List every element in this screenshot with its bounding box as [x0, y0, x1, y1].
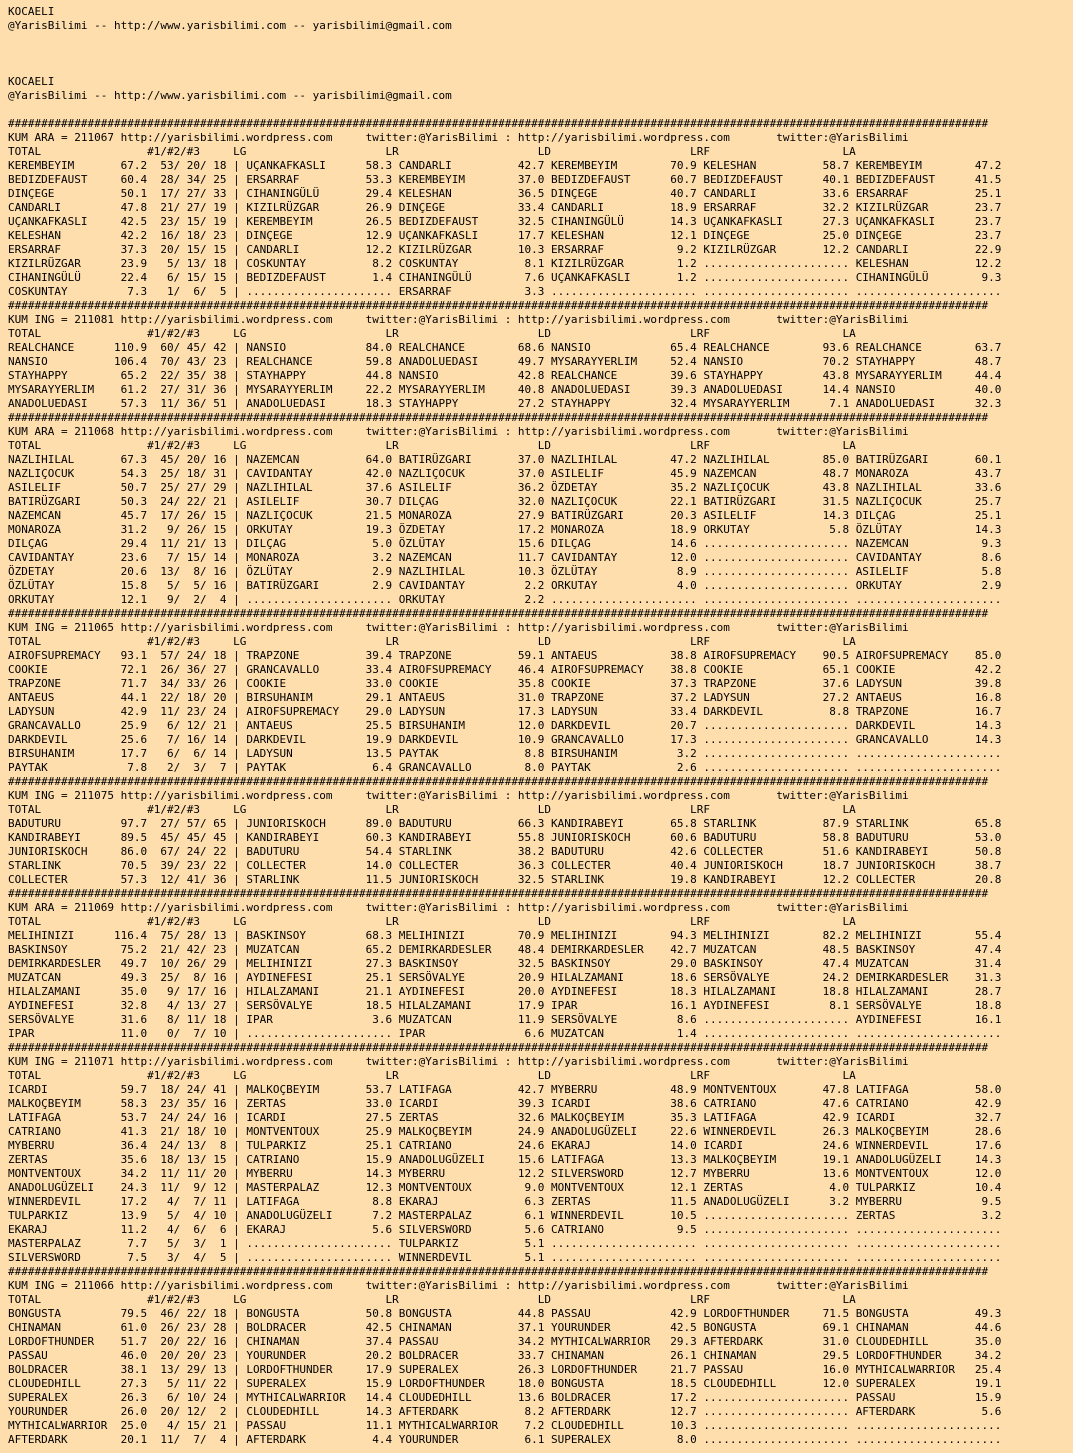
- report-line: MYBERRU 36.4 24/ 13/ 8 | TULPARKIZ 25.1 CATRIANO 24.6 EKARAJ 14.0 ICARDI 24.6 WINNERDEVIL 17.6: [8, 1139, 1002, 1152]
- section-divider: ####################################################################################################################################################: [8, 775, 989, 788]
- report-line: MUZATCAN 49.3 25/ 8/ 16 | AYDINEFESI 25.1 SERSÖVALYE 20.9 HILALZAMANI 18.6 SERSÖVALYE 24.2 DEMIRKARDESLER 31.3: [8, 971, 1002, 984]
- report-line: DILÇAG 29.4 11/ 21/ 13 | DILÇAG 5.0 ÖZLÜTAY 15.6 DILÇAG 14.6 ...................... NAZEMCAN 9.3: [8, 537, 1002, 550]
- column-header-line: TOTAL #1/#2/#3 LG LR LD LRF LA: [8, 803, 856, 816]
- section-divider: ####################################################################################################################################################: [8, 1265, 989, 1278]
- report-line: LADYSUN 42.9 11/ 23/ 24 | AIROFSUPREMACY 29.0 LADYSUN 17.3 LADYSUN 33.4 DARKDEVIL 8.8 TRAPZONE 16.7: [8, 705, 1002, 718]
- report-line: CHINAMAN 61.0 26/ 23/ 28 | BOLDRACER 42.5 CHINAMAN 37.1 YOURUNDER 42.5 BONGUSTA 69.1 CHINAMAN 44.6: [8, 1321, 1002, 1334]
- report-line: MALKOÇBEYIM 58.3 23/ 35/ 16 | ZERTAS 33.0 ICARDI 39.3 ICARDI 38.6 CATRIANO 47.6 CATRIANO 42.9: [8, 1097, 1002, 1110]
- report-line: CIHANINGÜLÜ 22.4 6/ 15/ 15 | BEDIZDEFAUST 1.4 CIHANINGÜLÜ 7.6 UÇANKAFKASLI 1.2 ...................... CIHANINGÜLÜ 9.3: [8, 271, 1002, 284]
- page-header-line: KOCAELI: [8, 5, 55, 18]
- report-line: DEMIRKARDESLER 49.7 10/ 26/ 29 | MELIHINIZI 27.3 BASKINSOY 32.5 BASKINSOY 29.0 BASKINSOY 47.4 MUZATCAN 31.4: [8, 957, 1002, 970]
- report-line: BOLDRACER 38.1 13/ 29/ 13 | LORDOFTHUNDER 17.9 SUPERALEX 26.3 LORDOFTHUNDER 21.7 PASSAU 16.0 MYTHICALWARRIOR 25.4: [8, 1363, 1002, 1376]
- report-line: AFTERDARK 20.1 11/ 7/ 4 | AFTERDARK 4.4 YOURUNDER 6.1 SUPERALEX 8.0 ...................... ......................: [8, 1433, 1002, 1446]
- race-header-line: KUM ARA = 211068 http://yarisbilimi.wordpress.com twitter:@YarisBilimi : http://yarisbilimi.wordpress.com twitter:@YarisBilimi: [8, 425, 909, 438]
- report-line: LATIFAGA 53.7 24/ 24/ 16 | ICARDI 27.5 ZERTAS 32.6 MALKOÇBEYIM 35.3 LATIFAGA 42.9 ICARDI 32.7: [8, 1111, 1002, 1124]
- blank-line: [8, 61, 1073, 75]
- report-line: MONAROZA 31.2 9/ 26/ 15 | ORKUTAY 19.3 ÖZDETAY 17.2 MONAROZA 18.9 ORKUTAY 5.8 ÖZLÜTAY 14.3: [8, 523, 1002, 536]
- report-line: CANDARLI 47.8 21/ 27/ 19 | KIZILRÜZGAR 26.9 DINÇEGE 33.4 CANDARLI 18.9 ERSARRAF 32.2 KIZILRÜZGAR 23.7: [8, 201, 1002, 214]
- report-line: KEREMBEYIM 67.2 53/ 20/ 18 | UÇANKAFKASLI 58.3 CANDARLI 42.7 KEREMBEYIM 70.9 KELESHAN 58.7 KEREMBEYIM 47.2: [8, 159, 1002, 172]
- report-line: SILVERSWORD 7.5 3/ 4/ 5 | ...................... WINNERDEVIL 5.1 ...................... ...................... ......................: [8, 1251, 1002, 1264]
- race-header-line: KUM ARA = 211067 http://yarisbilimi.wordpress.com twitter:@YarisBilimi : http://yarisbilimi.wordpress.com twitter:@YarisBilimi: [8, 131, 909, 144]
- report-line: IPAR 11.0 0/ 7/ 10 | ...................... IPAR 6.6 MUZATCAN 1.4 ...................... ......................: [8, 1027, 1002, 1040]
- report-line: ÖZLÜTAY 15.8 5/ 5/ 16 | BATIRÜZGARI 2.9 CAVIDANTAY 2.2 ORKUTAY 4.0 ...................... ORKUTAY 2.9: [8, 579, 1002, 592]
- report-line: MYTHICALWARRIOR 25.0 4/ 15/ 21 | PASSAU 11.1 MYTHICALWARRIOR 7.2 CLOUDEDHILL 10.3 ...................... ......................: [8, 1419, 1002, 1432]
- report-line: AYDINEFESI 32.8 4/ 13/ 27 | SERSÖVALYE 18.5 HILALZAMANI 17.9 IPAR 16.1 AYDINEFESI 8.1 SERSÖVALYE 18.8: [8, 999, 1002, 1012]
- report-line: NAZLIÇOCUK 54.3 25/ 18/ 31 | CAVIDANTAY 42.0 NAZLIÇOCUK 37.0 ASILELIF 45.9 NAZEMCAN 48.7 MONAROZA 43.7: [8, 467, 1002, 480]
- report-line: TULPARKIZ 13.9 5/ 4/ 10 | ANADOLUGÜZELI 7.2 MASTERPALAZ 6.1 WINNERDEVIL 10.5 ...................... ZERTAS 3.2: [8, 1209, 1002, 1222]
- report-line: MONTVENTOUX 34.2 11/ 11/ 20 | MYBERRU 14.3 MYBERRU 12.2 SILVERSWORD 12.7 MYBERRU 13.6 MONTVENTOUX 12.0: [8, 1167, 1002, 1180]
- section-divider: ####################################################################################################################################################: [8, 411, 989, 424]
- column-header-line: TOTAL #1/#2/#3 LG LR LD LRF LA: [8, 327, 856, 340]
- report-line: GRANCAVALLO 25.9 6/ 12/ 21 | ANTAEUS 25.5 BIRSUHANIM 12.0 DARKDEVIL 20.7 ...................... DARKDEVIL 14.3: [8, 719, 1002, 732]
- report-line: PASSAU 46.0 20/ 20/ 23 | YOURUNDER 20.2 BOLDRACER 33.7 CHINAMAN 26.1 CHINAMAN 29.5 LORDOFTHUNDER 34.2: [8, 1349, 1002, 1362]
- report-line: BIRSUHANIM 17.7 6/ 6/ 14 | LADYSUN 13.5 PAYTAK 8.8 BIRSUHANIM 3.2 ...................... ......................: [8, 747, 1002, 760]
- report-line: COSKUNTAY 7.3 1/ 6/ 5 | ...................... ERSARRAF 3.3 ...................... ...................... ......................: [8, 285, 1002, 298]
- race-header-line: KUM ARA = 211069 http://yarisbilimi.wordpress.com twitter:@YarisBilimi : http://yarisbilimi.wordpress.com twitter:@YarisBilimi: [8, 901, 909, 914]
- report-line: AIROFSUPREMACY 93.1 57/ 24/ 18 | TRAPZONE 39.4 TRAPZONE 59.1 ANTAEUS 38.8 AIROFSUPREMACY 90.5 AIROFSUPREMACY 85.0: [8, 649, 1002, 662]
- report-line: ZERTAS 35.6 18/ 13/ 15 | CATRIANO 15.9 ANADOLUGÜZELI 15.6 LATIFAGA 13.3 MALKOÇBEYIM 19.1 ANADOLUGÜZELI 14.3: [8, 1153, 1002, 1166]
- report-line: STAYHAPPY 65.2 22/ 35/ 38 | STAYHAPPY 44.8 NANSIO 42.8 REALCHANCE 39.6 STAYHAPPY 43.8 MYSARAYYERLIM 44.4: [8, 369, 1002, 382]
- report-line: NAZEMCAN 45.7 17/ 26/ 15 | NAZLIÇOCUK 21.5 MONAROZA 27.9 BATIRÜZGARI 20.3 ASILELIF 14.3 DILÇAG 25.1: [8, 509, 1002, 522]
- report-line: ANTAEUS 44.1 22/ 18/ 20 | BIRSUHANIM 29.1 ANTAEUS 31.0 TRAPZONE 37.2 LADYSUN 27.2 ANTAEUS 16.8: [8, 691, 1002, 704]
- report-line: KANDIRABEYI 89.5 45/ 45/ 45 | KANDIRABEYI 60.3 KANDIRABEYI 55.8 JUNIORISKOCH 60.6 BADUTURU 58.8 BADUTURU 53.0: [8, 831, 1002, 844]
- report-line: TRAPZONE 71.7 34/ 33/ 26 | COOKIE 33.0 COOKIE 35.8 COOKIE 37.3 TRAPZONE 37.6 LADYSUN 39.8: [8, 677, 1002, 690]
- page-header-line: @YarisBilimi -- http://www.yarisbilimi.com -- yarisbilimi@gmail.com: [8, 89, 452, 102]
- report-line: ANADOLUGÜZELI 24.3 11/ 9/ 12 | MASTERPALAZ 12.3 MONTVENTOUX 9.0 MONTVENTOUX 12.1 ZERTAS 4.0 TULPARKIZ 10.4: [8, 1181, 1002, 1194]
- blank-line: [8, 103, 1073, 117]
- report-line: KELESHAN 42.2 16/ 18/ 23 | DINÇEGE 12.9 UÇANKAFKASLI 17.7 KELESHAN 12.1 DINÇEGE 25.0 DINÇEGE 23.7: [8, 229, 1002, 242]
- column-header-line: TOTAL #1/#2/#3 LG LR LD LRF LA: [8, 1069, 856, 1082]
- section-divider: ####################################################################################################################################################: [8, 607, 989, 620]
- blank-line: [8, 33, 1073, 47]
- report-line: BEDIZDEFAUST 60.4 28/ 34/ 25 | ERSARRAF 53.3 KEREMBEYIM 37.0 BEDIZDEFAUST 60.7 BEDIZDEFAUST 40.1 BEDIZDEFAUST 41.5: [8, 173, 1002, 186]
- page-header-line: @YarisBilimi -- http://www.yarisbilimi.com -- yarisbilimi@gmail.com: [8, 19, 452, 32]
- report-line: MYSARAYYERLIM 61.2 27/ 31/ 36 | MYSARAYYERLIM 22.2 MYSARAYYERLIM 40.8 ANADOLUEDASI 39.3 ANADOLUEDASI 14.4 NANSIO 40.0: [8, 383, 1002, 396]
- race-header-line: KUM ING = 211071 http://yarisbilimi.wordpress.com twitter:@YarisBilimi : http://yarisbilimi.wordpress.com twitter:@YarisBilimi: [8, 1055, 909, 1068]
- column-header-line: TOTAL #1/#2/#3 LG LR LD LRF LA: [8, 915, 856, 928]
- page-header-line: KOCAELI: [8, 75, 55, 88]
- column-header-line: TOTAL #1/#2/#3 LG LR LD LRF LA: [8, 145, 856, 158]
- report-line: SERSÖVALYE 31.6 8/ 11/ 18 | IPAR 3.6 MUZATCAN 11.9 SERSÖVALYE 8.6 ...................... AYDINEFESI 16.1: [8, 1013, 1002, 1026]
- column-header-line: TOTAL #1/#2/#3 LG LR LD LRF LA: [8, 439, 856, 452]
- report-line: YOURUNDER 26.0 20/ 12/ 2 | CLOUDEDHILL 14.3 AFTERDARK 8.2 AFTERDARK 12.7 ...................... AFTERDARK 5.6: [8, 1405, 1002, 1418]
- report-line: STARLINK 70.5 39/ 23/ 22 | COLLECTER 14.0 COLLECTER 36.3 COLLECTER 40.4 JUNIORISKOCH 18.7 JUNIORISKOCH 38.7: [8, 859, 1002, 872]
- report-line: BONGUSTA 79.5 46/ 22/ 18 | BONGUSTA 50.8 BONGUSTA 44.8 PASSAU 42.9 LORDOFTHUNDER 71.5 BONGUSTA 49.3: [8, 1307, 1002, 1320]
- report-line: ASILELIF 50.7 25/ 27/ 29 | NAZLIHILAL 37.6 ASILELIF 36.2 ÖZDETAY 35.2 NAZLIÇOCUK 43.8 NAZLIHILAL 33.6: [8, 481, 1002, 494]
- column-header-line: TOTAL #1/#2/#3 LG LR LD LRF LA: [8, 1293, 856, 1306]
- report-line: BATIRÜZGARI 50.3 24/ 22/ 21 | ASILELIF 30.7 DILÇAG 32.0 NAZLIÇOCUK 22.1 BATIRÜZGARI 31.5 NAZLIÇOCUK 25.7: [8, 495, 1002, 508]
- section-divider: ####################################################################################################################################################: [8, 299, 989, 312]
- report-line: CLOUDEDHILL 27.3 5/ 11/ 22 | SUPERALEX 15.9 LORDOFTHUNDER 18.0 BONGUSTA 18.5 CLOUDEDHILL 12.0 SUPERALEX 19.1: [8, 1377, 1002, 1390]
- race-header-line: KUM ING = 211075 http://yarisbilimi.wordpress.com twitter:@YarisBilimi : http://yarisbilimi.wordpress.com twitter:@YarisBilimi: [8, 789, 909, 802]
- report-line: PAYTAK 7.8 2/ 3/ 7 | PAYTAK 6.4 GRANCAVALLO 8.0 PAYTAK 2.6 ...................... ......................: [8, 761, 1002, 774]
- column-header-line: TOTAL #1/#2/#3 LG LR LD LRF LA: [8, 635, 856, 648]
- race-header-line: KUM ING = 211066 http://yarisbilimi.wordpress.com twitter:@YarisBilimi : http://yarisbilimi.wordpress.com twitter:@YarisBilimi: [8, 1279, 909, 1292]
- section-divider: ####################################################################################################################################################: [8, 887, 989, 900]
- race-header-line: KUM ING = 211081 http://yarisbilimi.wordpress.com twitter:@YarisBilimi : http://yarisbilimi.wordpress.com twitter:@YarisBilimi: [8, 313, 909, 326]
- report-line: UÇANKAFKASLI 42.5 23/ 15/ 19 | KEREMBEYIM 26.5 BEDIZDEFAUST 32.5 CIHANINGÜLÜ 14.3 UÇANKAFKASLI 27.3 UÇANKAFKASLI 23.7: [8, 215, 1002, 228]
- report-line: HILALZAMANI 35.0 9/ 17/ 16 | HILALZAMANI 21.1 AYDINEFESI 20.0 AYDINEFESI 18.3 HILALZAMANI 18.8 HILALZAMANI 28.7: [8, 985, 1002, 998]
- report-line: ICARDI 59.7 18/ 24/ 41 | MALKOÇBEYIM 53.7 LATIFAGA 42.7 MYBERRU 48.9 MONTVENTOUX 47.8 LATIFAGA 58.0: [8, 1083, 1002, 1096]
- race-header-line: KUM ING = 211065 http://yarisbilimi.wordpress.com twitter:@YarisBilimi : http://yarisbilimi.wordpress.com twitter:@YarisBilimi: [8, 621, 909, 634]
- report-line: ÖZDETAY 20.6 13/ 8/ 16 | ÖZLÜTAY 2.9 NAZLIHILAL 10.3 ÖZLÜTAY 8.9 ...................... ASILELIF 5.8: [8, 565, 1002, 578]
- report-line: ANADOLUEDASI 57.3 11/ 36/ 51 | ANADOLUEDASI 18.3 STAYHAPPY 27.2 STAYHAPPY 32.4 MYSARAYYERLIM 7.1 ANADOLUEDASI 32.3: [8, 397, 1002, 410]
- report-line: CATRIANO 41.3 21/ 18/ 10 | MONTVENTOUX 25.9 MALKOÇBEYIM 24.9 ANADOLUGÜZELI 22.6 WINNERDEVIL 26.3 MALKOÇBEYIM 28.6: [8, 1125, 1002, 1138]
- report-line: DARKDEVIL 25.6 7/ 16/ 14 | DARKDEVIL 19.9 DARKDEVIL 10.9 GRANCAVALLO 17.3 ...................... GRANCAVALLO 14.3: [8, 733, 1002, 746]
- report-line: JUNIORISKOCH 86.0 67/ 24/ 22 | BADUTURU 54.4 STARLINK 38.2 BADUTURU 42.6 COLLECTER 51.6 KANDIRABEYI 50.8: [8, 845, 1002, 858]
- report-line: KIZILRÜZGAR 23.9 5/ 13/ 18 | COSKUNTAY 8.2 COSKUNTAY 8.1 KIZILRÜZGAR 1.2 ...................... KELESHAN 12.2: [8, 257, 1002, 270]
- report-line: WINNERDEVIL 17.2 4/ 7/ 11 | LATIFAGA 8.8 EKARAJ 6.3 ZERTAS 11.5 ANADOLUGÜZELI 3.2 MYBERRU 9.5: [8, 1195, 1002, 1208]
- report-line: SUPERALEX 26.3 6/ 10/ 24 | MYTHICALWARRIOR 14.4 CLOUDEDHILL 13.6 BOLDRACER 17.2 ...................... PASSAU 15.9: [8, 1391, 1002, 1404]
- report-line: NANSIO 106.4 70/ 43/ 23 | REALCHANCE 59.8 ANADOLUEDASI 49.7 MYSARAYYERLIM 52.4 NANSIO 70.2 STAYHAPPY 48.7: [8, 355, 1002, 368]
- report-line: EKARAJ 11.2 4/ 6/ 6 | EKARAJ 5.6 SILVERSWORD 5.6 CATRIANO 9.5 ...................... ......................: [8, 1223, 1002, 1236]
- report-line: DINÇEGE 50.1 17/ 27/ 33 | CIHANINGÜLÜ 29.4 KELESHAN 36.5 DINÇEGE 40.7 CANDARLI 33.6 ERSARRAF 25.1: [8, 187, 1002, 200]
- report-line: MASTERPALAZ 7.7 5/ 3/ 1 | ...................... TULPARKIZ 5.1 ...................... ...................... ......................: [8, 1237, 1002, 1250]
- report-line: COLLECTER 57.3 12/ 41/ 36 | STARLINK 11.5 JUNIORISKOCH 32.5 STARLINK 19.8 KANDIRABEYI 12.2 COLLECTER 20.8: [8, 873, 1002, 886]
- report-line: BADUTURU 97.7 27/ 57/ 65 | JUNIORISKOCH 89.0 BADUTURU 66.3 KANDIRABEYI 65.8 STARLINK 87.9 STARLINK 65.8: [8, 817, 1002, 830]
- section-divider: ####################################################################################################################################################: [8, 1041, 989, 1054]
- report-line: ORKUTAY 12.1 9/ 2/ 4 | ...................... ORKUTAY 2.2 ...................... ...................... ......................: [8, 593, 1002, 606]
- report-line: BASKINSOY 75.2 21/ 42/ 23 | MUZATCAN 65.2 DEMIRKARDESLER 48.4 DEMIRKARDESLER 42.7 MUZATCAN 48.5 BASKINSOY 47.4: [8, 943, 1002, 956]
- section-divider: ####################################################################################################################################################: [8, 117, 989, 130]
- report-line: REALCHANCE 110.9 60/ 45/ 42 | NANSIO 84.0 REALCHANCE 68.6 NANSIO 65.4 REALCHANCE 93.6 REALCHANCE 63.7: [8, 341, 1002, 354]
- report-line: MELIHINIZI 116.4 75/ 28/ 13 | BASKINSOY 68.3 MELIHINIZI 70.9 MELIHINIZI 94.3 MELIHINIZI 82.2 MELIHINIZI 55.4: [8, 929, 1002, 942]
- report-line: NAZLIHILAL 67.3 45/ 20/ 16 | NAZEMCAN 64.0 BATIRÜZGARI 37.0 NAZLIHILAL 47.2 NAZLIHILAL 85.0 BATIRÜZGARI 60.1: [8, 453, 1002, 466]
- report-line: CAVIDANTAY 23.6 7/ 15/ 14 | MONAROZA 3.2 NAZEMCAN 11.7 CAVIDANTAY 12.0 ...................... CAVIDANTAY 8.6: [8, 551, 1002, 564]
- report-line: COOKIE 72.1 26/ 36/ 27 | GRANCAVALLO 33.4 AIROFSUPREMACY 46.4 AIROFSUPREMACY 38.8 COOKIE 65.1 COOKIE 42.2: [8, 663, 1002, 676]
- report-line: ERSARRAF 37.3 20/ 15/ 15 | CANDARLI 12.2 KIZILRÜZGAR 10.3 ERSARRAF 9.2 KIZILRÜZGAR 12.2 CANDARLI 22.9: [8, 243, 1002, 256]
- report-line: LORDOFTHUNDER 51.7 20/ 22/ 16 | CHINAMAN 37.4 PASSAU 34.2 MYTHICALWARRIOR 29.3 AFTERDARK 31.0 CLOUDEDHILL 35.0: [8, 1335, 1002, 1348]
- blank-line: [8, 47, 1073, 61]
